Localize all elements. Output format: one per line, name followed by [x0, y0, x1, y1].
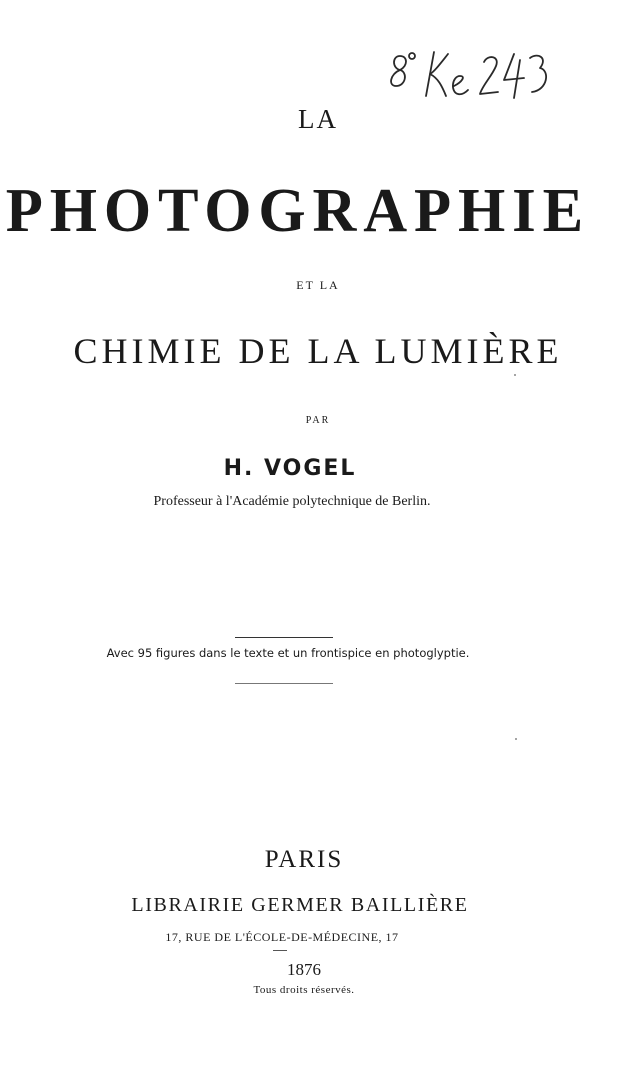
imprint-rights: Tous droits réservés. [253, 984, 355, 996]
imprint-city: PARIS [264, 846, 344, 873]
author-name: H. VOGEL [223, 456, 357, 481]
main-title: PHOTOGRAPHIE [5, 177, 591, 245]
subtitle: CHIMIE DE LA LUMIÈRE [73, 331, 563, 371]
author-affiliation: Professeur à l'Académie polytechnique de Berlin. [153, 494, 431, 509]
byline-par: PAR [305, 415, 331, 426]
divider-rule-lower [235, 683, 333, 684]
illustrations-note: Avec 95 figures dans le texte et un frontispice en photoglyptie. [106, 646, 470, 660]
imprint-year: 1876 [287, 960, 321, 979]
imprint-address: 17, RUE DE L'ÉCOLE-DE-MÉDECINE, 17 [165, 930, 399, 944]
title-conjunction: ET LA [296, 278, 340, 292]
divider-rule-small [273, 950, 287, 951]
divider-rule-upper [235, 637, 333, 638]
paper-speck [515, 738, 517, 740]
imprint-publisher: LIBRAIRIE GERMER BAILLIÈRE [131, 894, 469, 916]
handwritten-shelfmark [382, 46, 552, 106]
title-article: LA [298, 104, 338, 134]
paper-speck [514, 374, 516, 376]
